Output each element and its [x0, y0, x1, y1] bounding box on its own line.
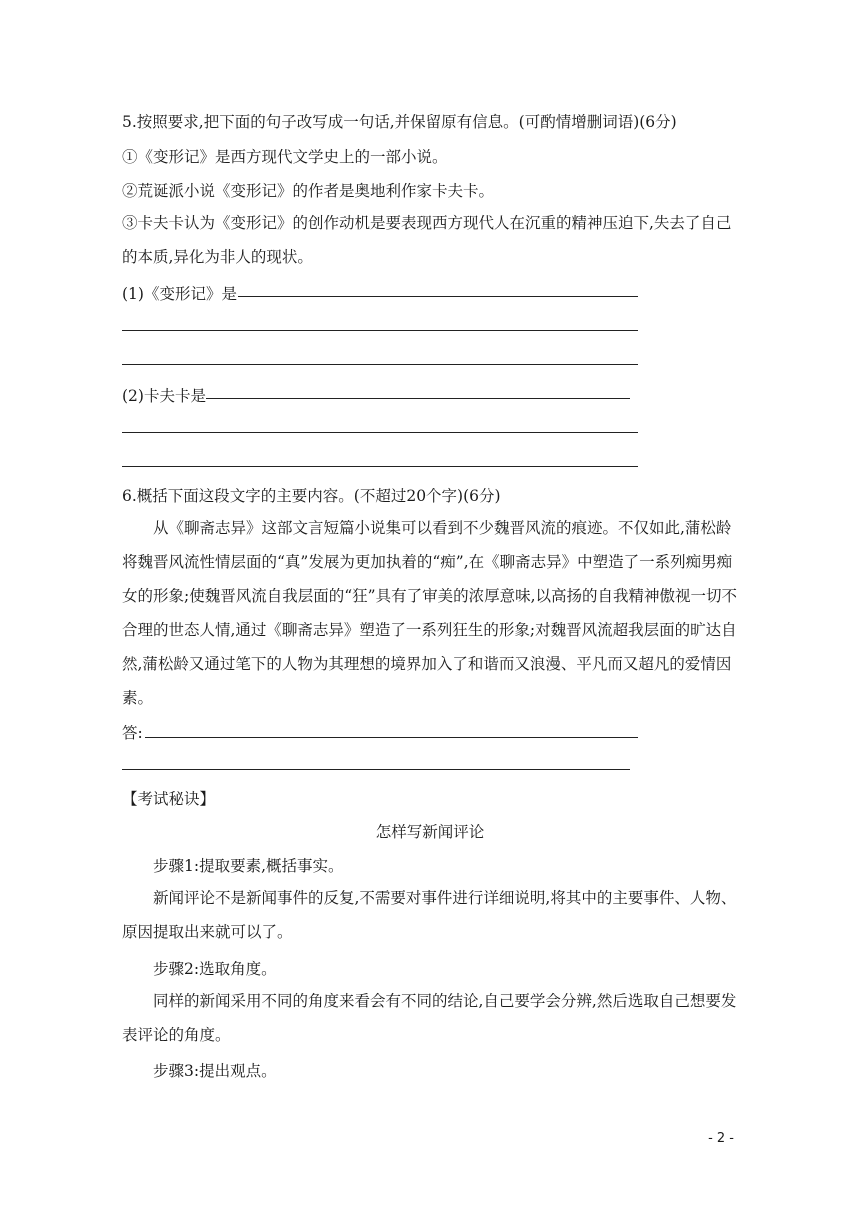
tips-step-3: 步骤3:提出观点。	[153, 1062, 277, 1080]
answer-blank-line[interactable]	[145, 737, 638, 738]
tips-heading: 【考试秘诀】	[122, 790, 216, 808]
answer-blank-line[interactable]	[238, 296, 638, 297]
tips-step-1-text: 新闻评论不是新闻事件的反复,不需要对事件进行详细说明,将其中的主要事件、人物、原因提取出来就可以了。	[122, 889, 737, 941]
answer-blank-line[interactable]	[122, 466, 638, 467]
q5-answer-2-label: (2)卡夫卡是	[122, 387, 206, 405]
q5-title: 5.按照要求,把下面的句子改写成一句话,并保留原有信息。(可酌情增删词语)(6分)	[122, 113, 677, 131]
q5-sentence-1: ①《变形记》是西方现代文学史上的一部小说。	[122, 148, 448, 166]
q6-answer-label: 答:	[122, 724, 143, 742]
tips-title: 怎样写新闻评论	[375, 823, 485, 841]
answer-blank-line[interactable]	[122, 769, 630, 770]
q5-answer-1-label: (1)《变形记》是	[122, 285, 237, 303]
q5-sentence-2: ②荒诞派小说《变形记》的作者是奥地利作家卡夫卡。	[122, 182, 495, 200]
q6-passage: 从《聊斋志异》这部文言短篇小说集可以看到不少魏晋风流的痕迹。不仅如此,蒲松龄将魏晋风流性情层面的“真”发展为更加执着的“痴”,在《聊斋志异》中塑造了一系列痴男痴女的形象;使魏晋风流自我层面的“狂”具有了审美的浓厚意味,以高扬的自我精神傲视一切不合理的世态人情,通过《聊斋志异》塑造了一系列狂生的形象;对魏晋风流超我层面的旷达自然,蒲松龄又通过笔下的人物为其理想的境界加入了和谐而又浪漫、平凡而又超凡的爱情因素。	[122, 519, 738, 707]
answer-blank-line[interactable]	[122, 364, 638, 365]
answer-blank-line[interactable]	[122, 432, 638, 433]
tips-step-2: 步骤2:选取角度。	[153, 960, 277, 978]
tips-step-1: 步骤1:提取要素,概括事实。	[153, 857, 344, 875]
answer-blank-line[interactable]	[122, 330, 638, 331]
tips-step-2-text: 同样的新闻采用不同的角度来看会有不同的结论,自己要学会分辨,然后选取自己想要发表评论的角度。	[122, 992, 737, 1044]
q6-title: 6.概括下面这段文字的主要内容。(不超过20个字)(6分)	[122, 487, 501, 505]
q5-sentence-3: ③卡夫卡认为《变形记》的创作动机是要表现西方现代人在沉重的精神压迫下,失去了自己的本质,异化为非人的现状。	[122, 214, 732, 266]
answer-blank-line[interactable]	[206, 398, 630, 399]
page-number: - 2 -	[708, 1131, 734, 1146]
